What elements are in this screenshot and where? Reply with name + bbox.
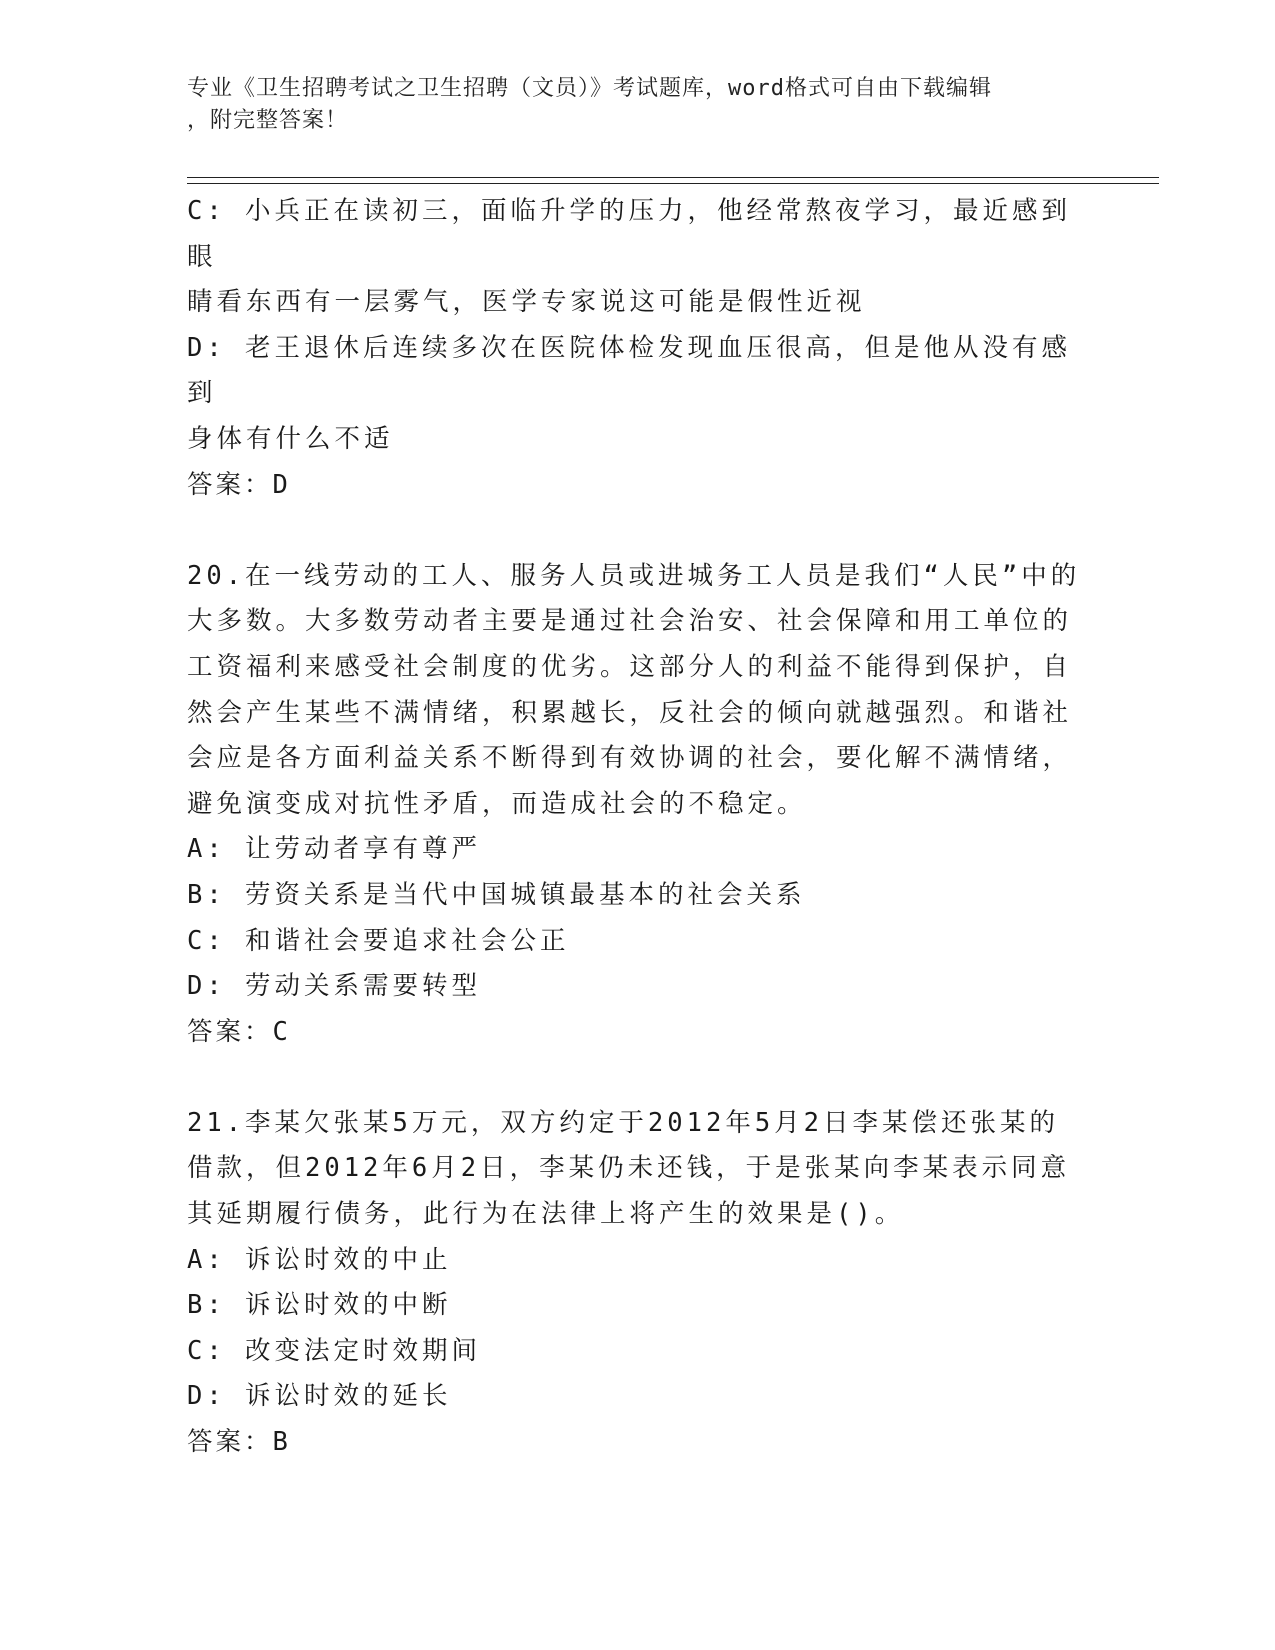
q20-option-d: D: 劳动关系需要转型 [187, 971, 482, 1002]
q20-stem-line: 工资福利来感受社会制度的优劣。这部分人的利益不能得到保护，自 [187, 651, 1073, 682]
q19-option-d-line-2: 身体有什么不适 [187, 423, 394, 454]
spacer [187, 508, 1087, 554]
q21-option-b: B: 诉讼时效的中断 [187, 1290, 452, 1321]
q20-stem-line: 20.在一线劳动的工人、服务人员或进城务工人员是我们“人民”中的 [187, 560, 1081, 591]
q19-option-c-line-1: C: 小兵正在读初三，面临升学的压力，他经常熬夜学习，最近感到眼 [187, 196, 1072, 272]
spacer [187, 1055, 1087, 1101]
q20-option-c: C: 和谐社会要追求社会公正 [187, 925, 570, 956]
q20-option-b: B: 劳资关系是当代中国城镇最基本的社会关系 [187, 879, 806, 910]
document-header [187, 73, 1087, 137]
q21-stem-line: 借款，但2012年6月2日，李某仍未还钱，于是张某向李某表示同意 [187, 1153, 1071, 1184]
question-content [187, 189, 1087, 1466]
q20-option-a: A: 让劳动者享有尊严 [187, 834, 482, 865]
q21-answer: 答案：B [187, 1427, 291, 1458]
q20-stem-line: 然会产生某些不满情绪，积累越长，反社会的倾向就越强烈。和谐社 [187, 697, 1073, 728]
q19-option-c-line-2: 睛看东西有一层雾气，医学专家说这可能是假性近视 [187, 287, 866, 318]
q21-option-d: D: 诉讼时效的延长 [187, 1381, 452, 1412]
q20-answer: 答案：C [187, 1016, 291, 1047]
q19-answer: 答案：D [187, 469, 291, 500]
q21-stem-line: 其延期履行债务，此行为在法律上将产生的效果是()。 [187, 1199, 905, 1230]
question-21 [187, 1101, 1087, 1466]
header-line-1: 专业《卫生招聘考试之卫生招聘（文员）》考试题库，word格式可自由下载编辑 [187, 76, 992, 101]
header-rule-bottom [187, 183, 1159, 184]
q20-stem-line: 大多数。大多数劳动者主要是通过社会治安、社会保障和用工单位的 [187, 606, 1073, 637]
header-rule-top [187, 177, 1159, 178]
q20-stem-line: 避免演变成对抗性矛盾，而造成社会的不稳定。 [187, 788, 807, 819]
q20-stem-line: 会应是各方面利益关系不断得到有效协调的社会，要化解不满情绪， [187, 743, 1073, 774]
question-20 [187, 554, 1087, 1056]
q21-option-c: C: 改变法定时效期间 [187, 1335, 482, 1366]
header-line-2: ，附完整答案！ [187, 108, 349, 133]
q21-option-a: A: 诉讼时效的中止 [187, 1244, 452, 1275]
question-19-tail [187, 189, 1087, 508]
q21-stem-line: 21.李某欠张某5万元，双方约定于2012年5月2日李某偿还张某的 [187, 1107, 1060, 1138]
q19-option-d-line-1: D: 老王退休后连续多次在医院体检发现血压很高，但是他从没有感到 [187, 332, 1072, 409]
